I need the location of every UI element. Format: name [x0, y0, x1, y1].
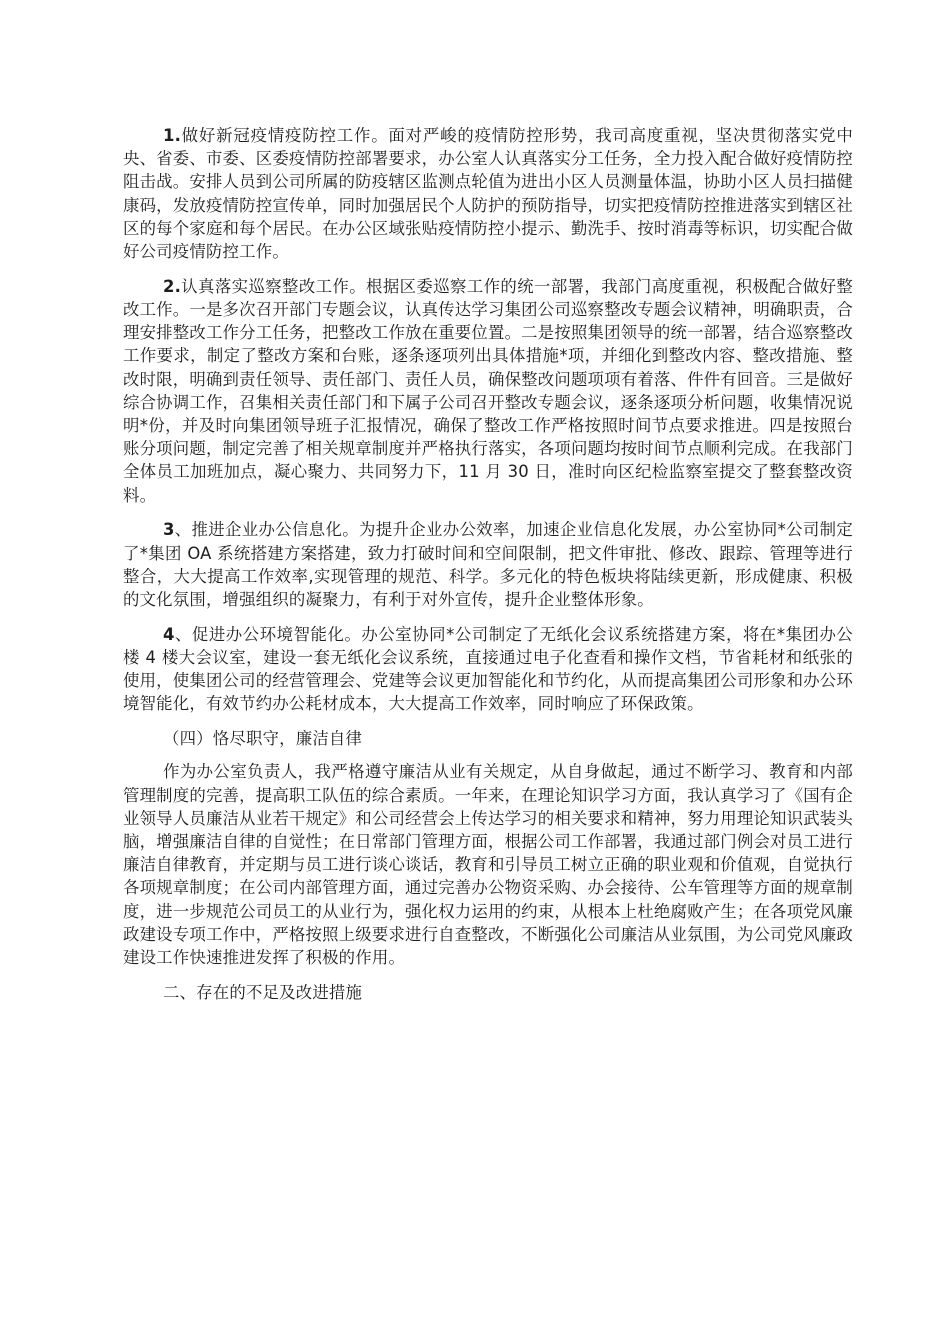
paragraph-3-text: 、推进企业办公信息化。为提升企业办公效率，加速企业信息化发展，办公室协同*公司制定了*集团 OA 系统搭建方案搭建，致力打破时间和空间限制，把文件审批、修改、跟踪、管理等进行整合，大大提高工作效率,实现管理的规范、科学。多元化的特色板块将陆续更新，形成健康、积极的文化氛围，增强组织的凝聚力，有利于对外宣传，提升企业整体形象。: [123, 520, 853, 610]
section-four-heading: （四）恪尽职守，廉洁自律: [163, 729, 363, 749]
paragraph-3: [123, 518, 853, 611]
section-two-heading: 二、存在的不足及改进措施: [163, 982, 363, 1002]
document-body: [123, 124, 853, 1016]
paragraph-3-number: 3: [163, 520, 175, 540]
paragraph-2: [123, 275, 853, 507]
paragraph-1-number: 1.: [163, 126, 182, 145]
paragraph-1-text: 做好新冠疫情疫防控工作。面对严峻的疫情防控形势，我司高度重视，坚决贯彻落实党中央、省委、市委、区委疫情防控部署要求，办公室人认真落实分工任务，全力投入配合做好疫情防控阻击战。安排人员到公司所属的防疫辖区监测点轮值为进出小区人员测量体温，协助小区人员扫描健康码，发放疫情防控宣传单，同时加强居民个人防护的预防指导，切实把疫情防控推进落实到辖区社区的每个家庭和每个居民。在办公区域张贴疫情防控小提示、勤洗手、按时消毒等标识，切实配合做好公司疫情防控工作。: [123, 126, 853, 262]
section-four-paragraph: 作为办公室负责人，我严格遵守廉洁从业有关规定，从自身做起，通过不断学习、教育和内部管理制度的完善，提高职工队伍的综合素质。一年来，在理论知识学习方面，我认真学习了《国有企业领导人员廉洁从业若干规定》和公司经营会上传达学习的相关要求和精神，努力用理论知识武装头脑，增强廉洁自律的自觉性；在日常部门管理方面，根据公司工作部署，我通过部门例会对员工进行廉洁自律教育，并定期与员工进行谈心谈话，教育和引导员工树立正确的职业观和价值观，自觉执行各项规章制度；在公司内部管理方面，通过完善办公物资采购、办会接待、公车管理等方面的规章制度，进一步规范公司员工的从业行为，强化权力运用的约束，从根本上杜绝腐败产生；在各项党风廉政建设专项工作中，严格按照上级要求进行自查整改，不断强化公司廉洁从业氛围，为公司党风廉政建设工作快速推进发挥了积极的作用。: [123, 762, 853, 968]
paragraph-2-text: 认真落实巡察整改工作。根据区委巡察工作的统一部署，我部门高度重视，积极配合做好整改工作。一是多次召开部门专题会议，认真传达学习集团公司巡察整改专题会议精神，明确职责，合理安排整改工作分工任务，把整改工作放在重要位置。二是按照集团领导的统一部署，结合巡察整改工作要求，制定了整改方案和台账，逐条逐项列出具体措施*项，并细化到整改内容、整改措施、整改时限，明确到责任领导、责任部门、责任人员，确保整改问题项项有着落、件件有回音。三是做好综合协调工作，召集相关责任部门和下属子公司召开整改专题会议，逐条逐项分析问题，收集情况说明*份，并及时向集团领导班子汇报情况，确保了整改工作严格按照时间节点要求推进。四是按照台账分项问题，制定完善了相关规章制度并严格执行落实，各项问题均按时间节点顺利完成。在我部门全体员工加班加点，凝心聚力、共同努力下，11 月 30 日，准时向区纪检监察室提交了整套整改资料。: [123, 276, 853, 505]
paragraph-4: [123, 623, 853, 716]
paragraph-4-text: 、促进办公环境智能化。办公室协同*公司制定了无纸化会议系统搭建方案，将在*集团办公楼 4 楼大会议室，建设一套无纸化会议系统，直接通过电子化查看和操作文档，节省耗材和纸张的使用，使集团公司的经营管理会、党建等会议更加智能化和节约化，从而提高集团公司形象和办公环境智能化，有效节约办公耗材成本，大大提高工作效率，同时响应了环保政策。: [123, 624, 853, 714]
paragraph-4-number: 4: [163, 624, 175, 644]
paragraph-2-number: 2.: [163, 276, 182, 296]
paragraph-1: [123, 124, 853, 263]
